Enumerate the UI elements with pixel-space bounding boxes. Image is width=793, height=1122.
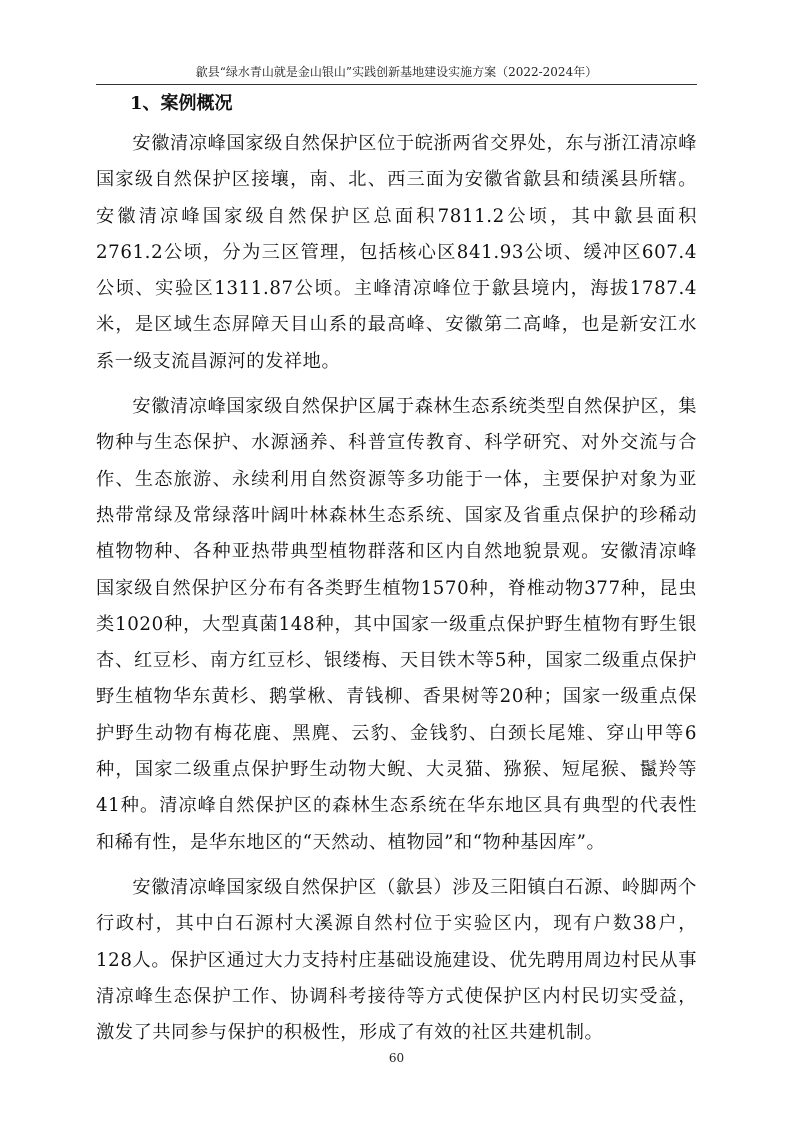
body-text bbox=[96, 126, 697, 1060]
running-header: 歙县“绿水青山就是金山银山”实践创新基地建设实施方案（2022-2024年） bbox=[195, 65, 598, 79]
page-number: 60 bbox=[388, 1051, 405, 1065]
paragraph: 安徽清凉峰国家级自然保护区（歙县）涉及三阳镇白石源、岭脚两个行政村，其中白石源村大溪源自然村位于实验区内，现有户数38户，128人。保护区通过大力支持村庄基础设施建设、优先聘用周边村民从事清凉峰生态保护工作、协调科考接待等方式使保护区内村民切实受益，激发了共同参与保护的积极性，形成了有效的社区共建机制。 bbox=[96, 876, 697, 1044]
section-heading: 1、案例概况 bbox=[130, 93, 233, 114]
paragraph: 安徽清凉峰国家级自然保护区属于森林生态系统类型自然保护区，集物种与生态保护、水源涵养、科普宣传教育、科学研究、对外交流与合作、生态旅游、永续利用自然资源等多功能于一体，主要保护对象为亚热带常绿及常绿落叶阔叶林森林生态系统、国家及省重点保护的珍稀动植物物种、各种亚热带典型植物群落和区内自然地貌景观。安徽清凉峰国家级自然保护区分布有各类野生植物1570种，脊椎动物377种，昆虫类1020种，大型真菌148种，其中国家一级重点保护野生植物有野生银杏、红豆杉、南方红豆杉、银缕梅、天目铁木等5种，国家二级重点保护野生植物华东黄杉、鹅掌楸、青钱柳、香果树等20种；国家一级重点保护野生动物有梅花鹿、黑麂、云豹、金钱豹、白颈长尾雉、穿山甲等6种，国家二级重点保护野生动物大鲵、大灵猫、猕猴、短尾猴、鬣羚等41种。清凉峰自然保护区的森林生态系统在华东地区具有典型的代表性和稀有性，是华东地区的“天然动、植物园”和“物种基因库”。 bbox=[96, 396, 697, 853]
header-divider bbox=[96, 84, 697, 85]
paragraph: 安徽清凉峰国家级自然保护区位于皖浙两省交界处，东与浙江清凉峰国家级自然保护区接壤，南、北、西三面为安徽省歙县和绩溪县所辖。安徽清凉峰国家级自然保护区总面积7811.2公顷，其中歙县面积2761.2公顷，分为三区管理，包括核心区841.93公顷、缓冲区607.4公顷、实验区1311.87公顷。主峰清凉峰位于歙县境内，海拔1787.4米，是区域生态屏障天目山系的最高峰、安徽第二高峰，也是新安江水系一级支流昌源河的发祥地。 bbox=[96, 133, 697, 372]
